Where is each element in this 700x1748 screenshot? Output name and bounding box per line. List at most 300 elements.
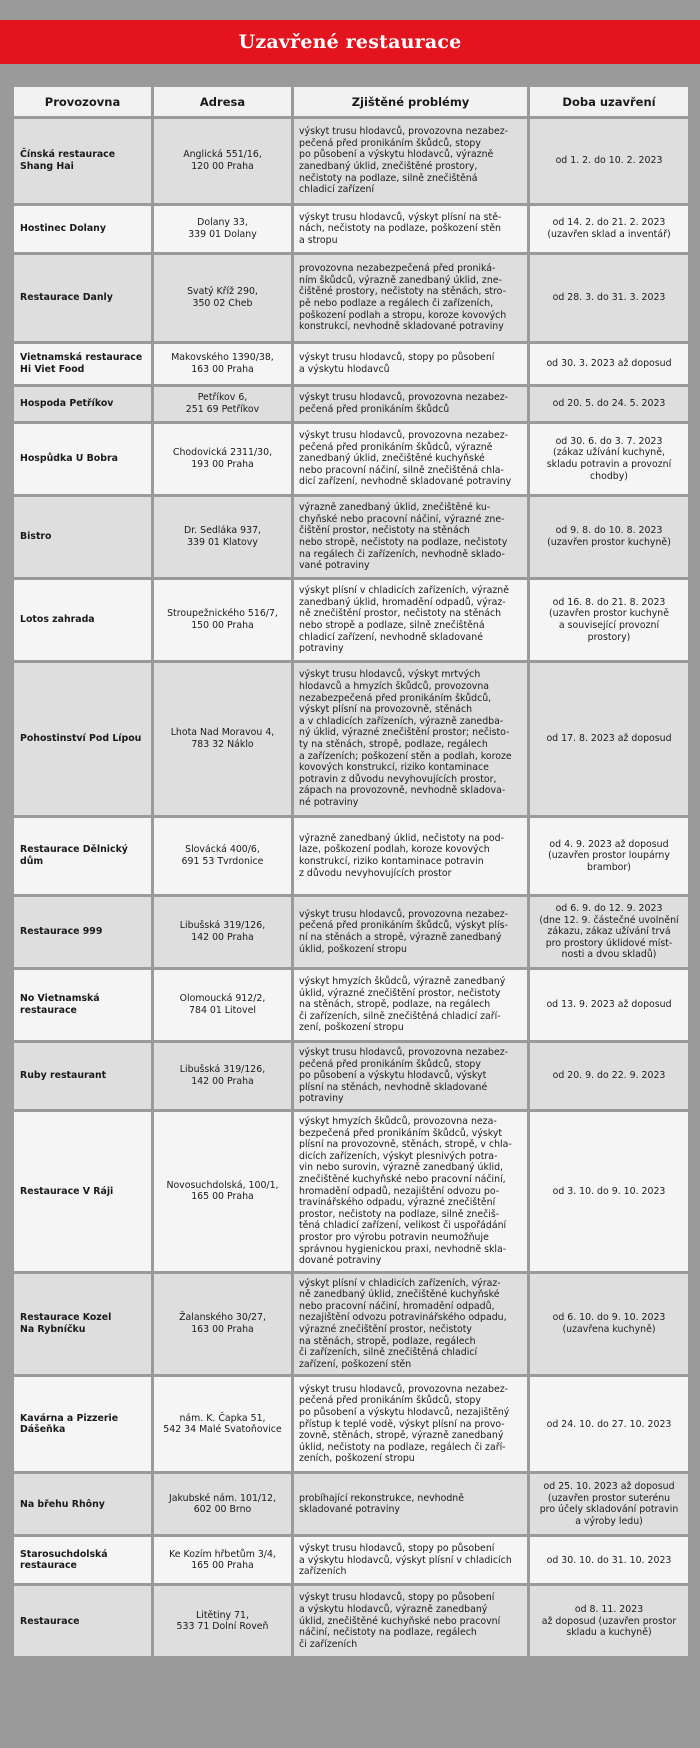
problems-found-line: na stěnách, stropě, podlaze, regálech — [299, 1335, 476, 1347]
restaurant-name-line: Vietnamská restaurace — [20, 352, 143, 364]
restaurant-name-line: Lotos zahrada — [20, 614, 95, 626]
problems-found-line: úklid, nečistoty na podlaze, regálech či zaří- — [299, 1441, 506, 1453]
problems-found-line: nebo pracovní náčiní, hromadění odpadů, — [299, 1300, 495, 1312]
restaurant-name-cell — [14, 1377, 151, 1471]
problems-found-line: výskyt hmyzích škůdců, výrazně zanedbaný — [299, 976, 506, 988]
restaurant-name-cell — [14, 497, 151, 577]
restaurant-address-cell — [154, 1377, 291, 1471]
problems-found-line: správnou hygienickou praxi, nevhodně skla- — [299, 1243, 507, 1255]
restaurant-address-line: 193 00 Praha — [191, 459, 254, 470]
closure-period-line: (uzavřen sklad a inventář) — [547, 229, 671, 240]
problems-found-line: skladované potraviny — [299, 1504, 400, 1516]
problems-found-line: úklid, poškození stropu — [299, 943, 407, 955]
closure-period-line: od 20. 5. do 24. 5. 2023 — [552, 398, 666, 410]
restaurant-address-cell — [154, 1586, 291, 1656]
restaurant-name-cell — [14, 663, 151, 815]
closure-period-line: od 24. 10. do 27. 10. 2023 — [546, 1418, 672, 1430]
problems-found-line: z důvodu nevyhovujících prostor — [299, 867, 452, 879]
problems-found-line: chladicí zařízení, nevhodně skladované — [299, 631, 483, 643]
restaurant-address-line: Litětiny 71, — [196, 1609, 249, 1621]
table-row — [14, 1274, 688, 1375]
restaurant-name-line: Restaurace Kozel — [20, 1312, 112, 1324]
restaurant-name-line: Hi Viet Food — [20, 364, 85, 375]
restaurant-address-line: nám. K. Čapka 51, — [179, 1412, 266, 1424]
column-header-establishment: Provozovna — [14, 87, 151, 116]
problems-found-line: potravin z důvodu nevyhovujících prostor, — [299, 773, 497, 785]
problems-found-cell — [294, 970, 527, 1040]
restaurant-name-cell — [14, 970, 151, 1040]
restaurant-address-line: 350 02 Cheb — [192, 298, 253, 309]
closure-period-line: od 9. 8. do 10. 8. 2023 — [555, 525, 663, 537]
problems-found-cell — [294, 255, 527, 341]
restaurant-name-cell — [14, 1112, 151, 1271]
restaurant-name-line: Dášeňka — [20, 1424, 66, 1436]
column-header-address: Adresa — [154, 87, 291, 116]
closure-period-line: od 28. 3. do 31. 3. 2023 — [552, 292, 666, 304]
restaurant-name-line: Bistro — [20, 531, 52, 543]
closure-period-line: (uzavřena kuchyně) — [562, 1324, 656, 1336]
closure-period-cell — [530, 1537, 688, 1583]
table-row — [14, 1586, 688, 1656]
problems-found-line: výrazné znečištění prostor, nečistoty — [299, 1324, 472, 1336]
problems-found-line: výskyt trusu hlodavců, stopy po působení — [299, 1592, 495, 1604]
problems-found-line: zení, poškození stropu — [299, 1022, 404, 1034]
problems-found-line: ně zanedbaný úklid, znečištěné kuchyňské — [299, 1289, 500, 1301]
problems-found-line: dované potraviny — [299, 1255, 382, 1267]
restaurant-address-line: 120 00 Praha — [191, 161, 254, 172]
closure-period-cell — [530, 206, 688, 252]
restaurant-address-line: Libušská 319/126, — [179, 920, 266, 932]
restaurant-name-cell — [14, 1586, 151, 1656]
closure-period-line: zákazu, zákaz užívání trvá — [547, 926, 671, 938]
problems-found-line: vin nebo surovin, výrazně zanedbaný úklid, — [299, 1162, 504, 1174]
restaurant-name-line: Hospoda Petříkov — [20, 398, 114, 410]
problems-found-line: výskyt plísní na provozovně, stěnách — [299, 704, 473, 716]
restaurant-address-cell — [154, 255, 291, 341]
closure-period-cell — [530, 897, 688, 967]
table-header — [14, 87, 688, 116]
problems-found-line: výskyt trusu hlodavců, provozovna nezabez- — [299, 1383, 509, 1395]
restaurant-name-cell — [14, 580, 151, 660]
closure-period-line: od 30. 3. 2023 až doposud — [546, 358, 672, 370]
closure-period-line: od 3. 10. do 9. 10. 2023 — [552, 1185, 666, 1197]
problems-found-line: ním škůdců, výrazně zanedbaný úklid, zne- — [299, 274, 502, 286]
table-row — [14, 206, 688, 252]
restaurant-address-line: 783 32 Náklo — [191, 739, 254, 750]
restaurant-name-cell — [14, 424, 151, 494]
restaurant-name-line: Hostinec Dolany — [20, 223, 106, 235]
table-row — [14, 663, 688, 815]
problems-found-line: a zařízeních; poškození stěn a podlah, koroze — [299, 750, 512, 762]
problems-found-line: výskyt plísní v chladicích zařízeních, výrazně — [299, 585, 509, 597]
problems-found-line: konstrukcí, nevhodně skladované potraviny — [299, 321, 504, 333]
restaurant-address-cell — [154, 897, 291, 967]
problems-found-line: zanedbaný úklid, znečištěné prostory, — [299, 161, 478, 172]
restaurant-name-line: Restaurace Dělnický — [20, 844, 128, 856]
problems-found-cell — [294, 818, 527, 894]
closure-period-cell — [530, 580, 688, 660]
restaurant-address-cell — [154, 1043, 291, 1109]
restaurant-address-line: Chodovická 2311/30, — [172, 447, 273, 459]
restaurant-address-line: Libušská 319/126, — [179, 1064, 266, 1076]
closure-period-line: od 30. 6. do 3. 7. 2023 — [555, 435, 663, 447]
closure-period-line: prostory) — [587, 631, 631, 643]
restaurant-address-cell — [154, 818, 291, 894]
closure-period-line: od 8. 11. 2023 — [574, 1604, 644, 1616]
problems-found-cell — [294, 206, 527, 252]
problems-found-line: či zařízeních — [299, 1638, 358, 1650]
closure-period-line: od 4. 9. 2023 až doposud — [549, 838, 669, 850]
table-row — [14, 1043, 688, 1109]
restaurant-name-cell — [14, 387, 151, 421]
closure-period-line: od 13. 9. 2023 až doposud — [546, 999, 672, 1011]
restaurant-address-line: 339 01 Dolany — [188, 229, 257, 240]
title-banner — [0, 20, 700, 64]
problems-found-line: hromadění odpadů, nezajištění odvozu po- — [299, 1185, 500, 1197]
closure-period-line: od 14. 2. do 21. 2. 2023 — [552, 217, 666, 229]
problems-found-line: výskyt plísní v chladicích zařízeních, výraz- — [299, 1277, 501, 1289]
restaurant-name-line: Shang Hai — [20, 161, 74, 172]
problems-found-cell — [294, 663, 527, 815]
problems-found-cell — [294, 897, 527, 967]
problems-found-cell — [294, 1537, 527, 1583]
problems-found-line: prostor, nečistoty na podlaze, silně znečiš- — [299, 1208, 500, 1220]
problems-found-line: nezajištění odvozu potravinářského odpadu, — [299, 1312, 507, 1324]
restaurant-address-line: 533 71 Dolní Roveň — [176, 1621, 269, 1633]
problems-found-line: laze, poškození podlah, koroze kovových — [299, 844, 490, 856]
closure-period-line: skladu a kuchyně) — [566, 1627, 652, 1639]
problems-found-line: chladicí zařízení — [299, 184, 375, 196]
restaurant-address-line: 542 34 Malé Svatoňovice — [163, 1424, 282, 1436]
problems-found-line: čištěné prostory, nečistoty na stěnách, stro- — [299, 286, 506, 298]
problems-found-line: pečená před pronikáním škůdců, stopy — [299, 1058, 481, 1070]
closure-period-cell — [530, 1474, 688, 1534]
problems-found-line: zanedbaný úklid, hromadění odpadů, výraz- — [299, 596, 506, 608]
problems-found-line: pečená před pronikáním škůdců — [299, 404, 450, 415]
problems-found-line: dicích zařízeních, výskyt plesnivých potra- — [299, 1150, 498, 1162]
restaurant-address-line: 150 00 Praha — [191, 620, 254, 631]
problems-found-line: a stropu — [299, 234, 338, 246]
restaurant-name-cell — [14, 1537, 151, 1583]
problems-found-line: výskyt trusu hlodavců, výskyt plísní na stě- — [299, 211, 502, 223]
restaurant-address-line: Ke Kozím hřbetům 3/4, — [169, 1548, 276, 1560]
restaurant-address-cell — [154, 970, 291, 1040]
restaurant-address-line: 142 00 Praha — [191, 932, 254, 943]
problems-found-line: plísní na stěnách, nevhodně skladované — [299, 1081, 488, 1093]
problems-found-line: chyňské nebo pracovní náčiní, výrazné zne- — [299, 513, 505, 525]
restaurant-name-cell — [14, 206, 151, 252]
closure-period-line: od 16. 8. do 21. 8. 2023 — [552, 596, 666, 608]
restaurant-address-line: 165 00 Praha — [191, 1560, 254, 1572]
problems-found-line: pečená před pronikáním škůdců, stopy — [299, 1395, 481, 1407]
restaurant-address-line: 142 00 Praha — [191, 1075, 254, 1087]
problems-found-line: výskyt trusu hlodavců, provozovna nezabez- — [299, 908, 509, 920]
closure-period-cell — [530, 119, 688, 203]
closure-period-line: (dne 12. 9. částečné uvolnění — [539, 914, 679, 926]
restaurant-address-line: 691 53 Tvrdonice — [181, 856, 264, 867]
restaurant-address-cell — [154, 580, 291, 660]
restaurant-address-cell — [154, 206, 291, 252]
restaurant-name-cell — [14, 344, 151, 384]
problems-found-line: prostor pro výrobu potravin neumožňuje — [299, 1231, 489, 1243]
closure-period-cell — [530, 818, 688, 894]
closure-period-line: (uzavřen prostor suterénu — [547, 1492, 671, 1504]
closure-period-cell — [530, 387, 688, 421]
restaurant-name-line: Restaurace 999 — [20, 926, 103, 938]
closure-period-line: a výroby ledu) — [575, 1516, 643, 1528]
closure-period-cell — [530, 663, 688, 815]
restaurant-address-line: Novosuchdolská, 100/1, — [166, 1179, 279, 1191]
restaurant-name-cell — [14, 1043, 151, 1109]
problems-found-line: náčiní, nečistoty na podlaze, regálech — [299, 1627, 477, 1639]
closure-period-cell — [530, 344, 688, 384]
problems-found-line: ní na stěnách a stropě, výrazně zanedbaný — [299, 932, 502, 943]
restaurant-address-line: Dolany 33, — [197, 217, 248, 229]
problems-found-line: travinářského odpadu, výrazné znečištění — [299, 1197, 496, 1209]
restaurant-address-cell — [154, 1474, 291, 1534]
problems-found-line: na regálech či zařízeních, nevhodně sklado- — [299, 548, 505, 560]
problems-found-line: výskyt trusu hlodavců, provozovna nezabez- — [299, 126, 509, 138]
table-row — [14, 119, 688, 203]
restaurant-address-line: Stroupežnického 516/7, — [167, 608, 278, 620]
problems-found-line: výrazně zanedbaný úklid, znečištěné ku- — [299, 502, 491, 514]
restaurant-address-cell — [154, 344, 291, 384]
restaurant-address-line: Žalanského 30/27, — [179, 1312, 266, 1324]
closure-period-cell — [530, 1043, 688, 1109]
closure-period-cell — [530, 970, 688, 1040]
column-header-closure-period: Doba uzavření — [530, 87, 688, 116]
problems-found-line: pečená před pronikáním škůdců, výrazně — [299, 441, 493, 453]
restaurant-address-line: 339 01 Klatovy — [187, 537, 258, 548]
restaurant-address-line: Anglická 551/16, — [183, 149, 262, 161]
problems-found-cell — [294, 1043, 527, 1109]
problems-found-line: hlodavců a hmyzích škůdců, provozovna — [299, 681, 490, 693]
closure-period-cell — [530, 1586, 688, 1656]
problems-found-line: pě nebo podlaze a regálech či zařízeních, — [299, 298, 494, 309]
problems-found-line: na stěnách, stropě, podlaze, na regálech — [299, 999, 491, 1011]
problems-found-cell — [294, 1112, 527, 1271]
problems-found-line: nebo stropě, nečistoty na podlaze, nečistoty — [299, 537, 508, 548]
restaurant-address-line: 784 01 Litovel — [189, 1005, 256, 1016]
restaurant-name-line: restaurace — [20, 1005, 77, 1016]
problems-found-cell — [294, 119, 527, 203]
closure-period-cell — [530, 1112, 688, 1271]
problems-found-line: výskyt hmyzích škůdců, provozovna neza- — [299, 1115, 497, 1127]
restaurant-address-line: Jakubské nám. 101/12, — [168, 1492, 276, 1504]
restaurant-address-cell — [154, 387, 291, 421]
restaurant-address-line: Slovácká 400/6, — [185, 844, 260, 856]
problems-found-line: zeních, poškození stropu — [299, 1453, 415, 1465]
closure-period-line: skladu potravin a provozní — [546, 459, 672, 470]
problems-found-line: zařízení, poškození stěn — [299, 1358, 412, 1370]
problems-found-line: výskyt trusu hlodavců, provozovna nezabez- — [299, 1047, 509, 1058]
table-row — [14, 818, 688, 894]
problems-found-line: nečistoty na podlaze, silně znečištěná — [299, 172, 478, 184]
restaurant-name-line: Na břehu Rhôny — [20, 1498, 105, 1510]
problems-found-cell — [294, 580, 527, 660]
problems-found-line: výskyt trusu hlodavců, provozovna nezabez- — [299, 430, 509, 442]
problems-found-line: ný úklid, výrazné znečištění prostor; nečisto- — [299, 727, 510, 739]
problems-found-line: konstrukcí, riziko kontaminace potravin — [299, 856, 484, 867]
problems-found-line: ně znečištění prostor, nečistoty na stěnách — [299, 608, 502, 620]
restaurant-name-line: Pohostinství Pod Lípou — [20, 733, 142, 745]
restaurant-address-cell — [154, 1112, 291, 1271]
restaurant-address-line: Makovského 1390/38, — [171, 352, 274, 364]
problems-found-line: či zařízeních, silně znečištěná chladicí zaří- — [299, 1010, 501, 1022]
restaurant-address-line: 602 00 Brno — [193, 1504, 252, 1516]
restaurant-name-line: Na Rybníčku — [20, 1324, 86, 1336]
restaurant-address-line: 251 69 Petříkov — [185, 404, 260, 415]
problems-found-line: provozovna nezabezpečená před proniká- — [299, 263, 496, 275]
table-row — [14, 580, 688, 660]
table-row — [14, 1112, 688, 1271]
closure-period-line: od 1. 2. do 10. 2. 2023 — [555, 155, 663, 167]
restaurant-address-line: Olomoucká 912/2, — [179, 993, 266, 1005]
problems-found-line: bezpečená před pronikáním škůdců, výskyt — [299, 1127, 503, 1139]
closure-period-cell — [530, 1274, 688, 1375]
problems-found-cell — [294, 1586, 527, 1656]
problems-found-cell — [294, 344, 527, 384]
closure-period-line: od 20. 9. do 22. 9. 2023 — [552, 1070, 666, 1082]
closure-period-line: (uzavřen prostor kuchyně — [548, 608, 670, 620]
closure-period-line: (uzavřen prostor loupárny — [548, 850, 670, 862]
table-row — [14, 497, 688, 577]
restaurant-address-cell — [154, 1274, 291, 1375]
problems-found-line: potraviny — [299, 1093, 344, 1105]
problems-found-line: znečištěné kuchyňské nebo pracovní náčiní, — [299, 1173, 506, 1185]
problems-found-line: nebo pracovní náčiní, silně znečištěná chla- — [299, 464, 504, 476]
restaurant-address-line: 165 00 Praha — [191, 1191, 254, 1203]
problems-found-line: pečená před pronikáním škůdců, stopy — [299, 137, 481, 149]
restaurant-address-line: 163 00 Praha — [191, 1324, 254, 1336]
problems-found-line: dicí zařízení, nevhodně skladované potraviny — [299, 476, 512, 488]
restaurant-name-line: Restaurace — [20, 1615, 80, 1627]
problems-found-line: či zařízeních, silně znečištěná chladicí — [299, 1347, 478, 1359]
problems-found-cell — [294, 387, 527, 421]
problems-found-line: a výskytu hlodavců — [299, 364, 390, 375]
problems-found-line: výskyt trusu hlodavců, stopy po působení — [299, 1543, 495, 1555]
problems-found-line: výrazně zanedbaný úklid, nečistoty na pod- — [299, 832, 504, 844]
closure-period-cell — [530, 497, 688, 577]
closure-period-line: (uzavřen prostor kuchyně) — [547, 537, 671, 548]
table-row — [14, 387, 688, 421]
table-row — [14, 970, 688, 1040]
problems-found-line: přístup k teplé vodě, výskyt plísní na provo- — [299, 1418, 505, 1430]
problems-found-cell — [294, 1474, 527, 1534]
restaurant-name-line: Ruby restaurant — [20, 1070, 107, 1082]
problems-found-line: nách, nečistoty na podlaze, poškození stěn — [299, 223, 501, 235]
problems-found-line: výskyt trusu hlodavců, výskyt mrtvých — [299, 669, 481, 681]
closure-period-cell — [530, 255, 688, 341]
problems-found-line: po působení a výskytu hlodavců, výrazně — [299, 149, 494, 161]
problems-found-line: úklid, znečištěné kuchyňské nebo pracovní — [299, 1615, 501, 1627]
restaurant-name-cell — [14, 818, 151, 894]
column-header-problems: Zjištěné problémy — [294, 87, 527, 116]
closure-period-line: od 6. 9. do 12. 9. 2023 — [555, 903, 663, 915]
closure-period-cell — [530, 424, 688, 494]
problems-found-line: vané potraviny — [299, 560, 370, 572]
problems-found-line: a v chladicích zařízeních, výrazně zanedba- — [299, 715, 504, 727]
closure-period-line: od 30. 10. do 31. 10. 2023 — [546, 1554, 672, 1566]
problems-found-line: né potraviny — [299, 796, 359, 808]
problems-found-line: a výskytu hlodavců, výskyt plísní v chladicích — [299, 1554, 512, 1566]
restaurant-name-cell — [14, 255, 151, 341]
problems-found-line: těná chladicí zařízení, velikost či uspořádání — [299, 1220, 507, 1232]
closed-restaurants-table — [11, 84, 691, 1659]
restaurant-name-line: Restaurace V Ráji — [20, 1185, 114, 1197]
restaurant-name-cell — [14, 897, 151, 967]
problems-found-cell — [294, 497, 527, 577]
restaurant-address-cell — [154, 1537, 291, 1583]
problems-found-line: a výskytu hlodavců, výrazně zanedbaný — [299, 1604, 488, 1616]
table-row — [14, 897, 688, 967]
table-row — [14, 1474, 688, 1534]
restaurant-name-line: Restaurace Danly — [20, 292, 113, 304]
problems-found-line: výskyt trusu hlodavců, provozovna nezabez- — [299, 392, 509, 404]
closure-period-line: až doposud (uzavřen prostor — [541, 1615, 677, 1627]
problems-found-line: poškození podlah a stropu, koroze kovových — [299, 309, 507, 321]
page-title: Uzavřené restaurace — [238, 31, 462, 53]
problems-found-line: potraviny — [299, 643, 344, 655]
problems-found-line: čištění prostor, nečistoty na stěnách — [299, 525, 470, 537]
restaurant-address-line: Dr. Sedláka 937, — [183, 525, 262, 537]
problems-found-line: kovových konstrukcí, riziko kontaminace — [299, 762, 489, 774]
restaurant-name-line: Starosuchdolská — [20, 1548, 108, 1560]
closure-period-line: (zákaz užívání kuchyně, — [553, 447, 665, 459]
problems-found-cell — [294, 1274, 527, 1375]
table-body — [14, 119, 688, 1656]
restaurant-name-line: No Vietnamská — [20, 993, 100, 1005]
table-row — [14, 1537, 688, 1583]
problems-found-line: zovně, stěnách, stropě, výrazně zanedbaný — [299, 1430, 504, 1442]
restaurant-name-line: Hospůdka U Bobra — [20, 453, 118, 465]
restaurant-name-cell — [14, 1274, 151, 1375]
problems-found-line: výskyt trusu hlodavců, stopy po působení — [299, 352, 495, 364]
restaurant-name-line: restaurace — [20, 1560, 77, 1572]
problems-found-cell — [294, 1377, 527, 1471]
restaurant-name-line: Kavárna a Pizzerie — [20, 1412, 119, 1424]
problems-found-line: zápach na provozovně, nevhodně skladova- — [299, 785, 506, 797]
problems-found-cell — [294, 424, 527, 494]
problems-found-line: zařízeních — [299, 1566, 347, 1578]
closure-period-line: pro účely skladování potravin — [539, 1504, 679, 1516]
problems-found-line: úklid, výrazné znečištění prostor, nečistoty — [299, 987, 501, 999]
closure-period-line: od 25. 10. 2023 až doposud — [543, 1481, 675, 1493]
restaurant-address-line: 163 00 Praha — [191, 364, 254, 375]
closure-period-line: a související provozní — [558, 620, 660, 631]
restaurant-name-line: Čínská restaurace — [20, 149, 116, 161]
table-row — [14, 255, 688, 341]
closure-period-line: brambor) — [587, 861, 631, 873]
problems-found-line: nezabezpečená před pronikáním škůdců, — [299, 692, 492, 704]
closure-period-line: od 17. 8. 2023 až doposud — [546, 733, 672, 745]
problems-found-line: po působení a výskytu hlodavců, nezajištěný — [299, 1407, 510, 1419]
restaurant-table-container — [11, 84, 688, 1659]
problems-found-line: pečená před pronikáním škůdců, výskyt plís- — [299, 920, 508, 932]
closure-period-line: od 6. 10. do 9. 10. 2023 — [552, 1312, 666, 1324]
problems-found-line: probíhající rekonstrukce, nevhodně — [299, 1492, 464, 1504]
restaurant-address-cell — [154, 497, 291, 577]
restaurant-address-line: Lhota Nad Moravou 4, — [170, 727, 275, 739]
table-row — [14, 1377, 688, 1471]
problems-found-line: plísní na provozovně, stěnách, stropě, v chla- — [299, 1139, 512, 1151]
restaurant-name-cell — [14, 1474, 151, 1534]
restaurant-address-cell — [154, 424, 291, 494]
problems-found-line: ty na stěnách, stropě, podlaze, regálech — [299, 739, 488, 750]
closure-period-line: pro prostory úklidové míst- — [545, 937, 673, 949]
problems-found-line: zanedbaný úklid, znečištěné kuchyňské — [299, 453, 485, 465]
restaurant-name-cell — [14, 119, 151, 203]
